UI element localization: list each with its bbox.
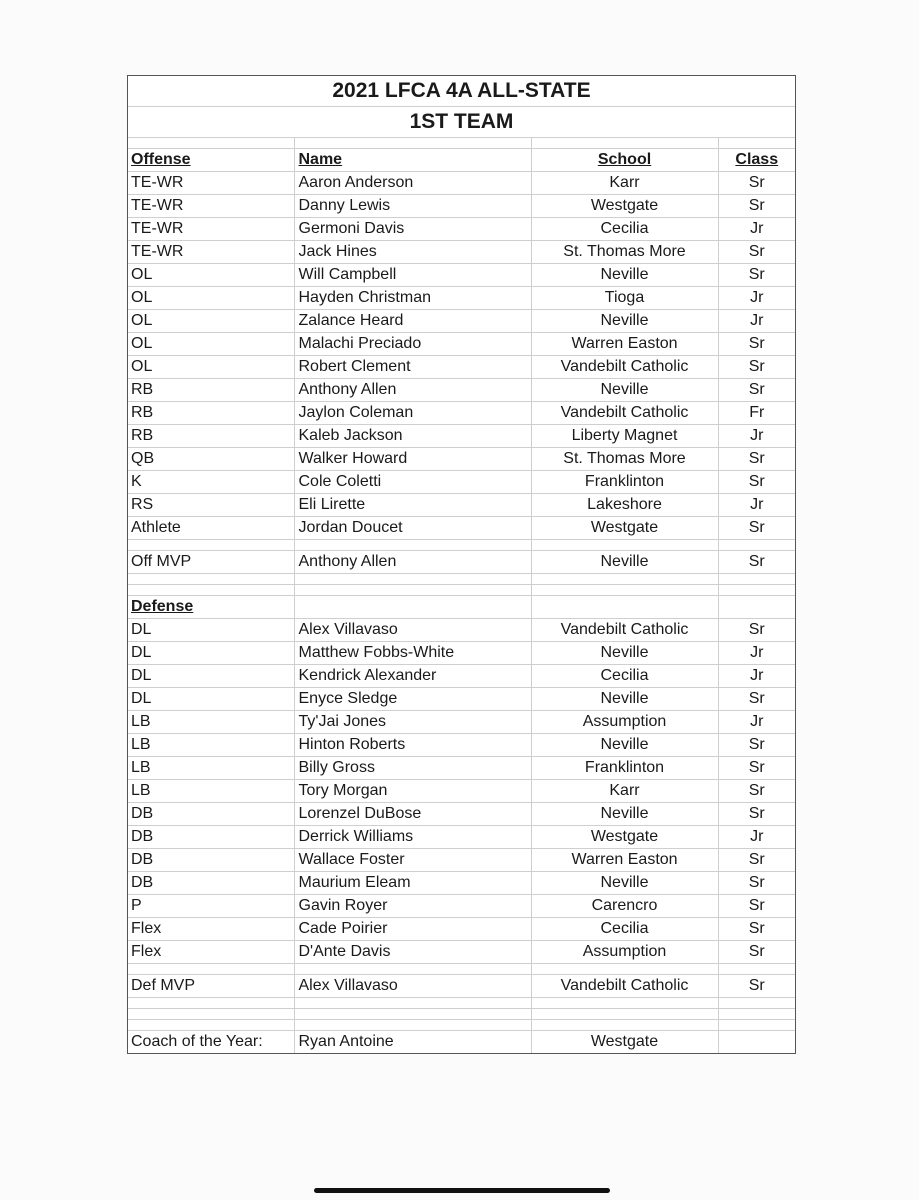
defense-player-row bbox=[128, 665, 795, 688]
class-cell: Sr bbox=[718, 264, 795, 287]
player-name-cell: Gavin Royer bbox=[294, 895, 531, 918]
spacer-row bbox=[128, 1020, 795, 1031]
position-cell: TE-WR bbox=[128, 195, 294, 218]
empty-cell bbox=[531, 1009, 718, 1020]
school-cell: Franklinton bbox=[531, 757, 718, 780]
player-name-cell: Lorenzel DuBose bbox=[294, 803, 531, 826]
position-cell: Def MVP bbox=[128, 975, 294, 998]
player-name-cell: Kendrick Alexander bbox=[294, 665, 531, 688]
school-cell: Westgate bbox=[531, 195, 718, 218]
class-cell: Sr bbox=[718, 872, 795, 895]
class-cell: Jr bbox=[718, 642, 795, 665]
position-cell: DB bbox=[128, 826, 294, 849]
school-cell: Franklinton bbox=[531, 471, 718, 494]
empty-cell bbox=[718, 574, 795, 585]
empty-cell bbox=[531, 574, 718, 585]
position-cell: TE-WR bbox=[128, 241, 294, 264]
school-cell: Neville bbox=[531, 379, 718, 402]
player-name-cell: Ty'Jai Jones bbox=[294, 711, 531, 734]
player-name-cell: Tory Morgan bbox=[294, 780, 531, 803]
player-name-cell: Wallace Foster bbox=[294, 849, 531, 872]
player-name-cell: Zalance Heard bbox=[294, 310, 531, 333]
empty-cell bbox=[128, 585, 294, 596]
empty-cell bbox=[294, 964, 531, 975]
school-cell: Westgate bbox=[531, 826, 718, 849]
class-cell: Sr bbox=[718, 734, 795, 757]
position-cell: LB bbox=[128, 711, 294, 734]
roster-body bbox=[128, 138, 795, 1053]
class-cell: Sr bbox=[718, 379, 795, 402]
school-cell: Neville bbox=[531, 688, 718, 711]
class-column-header: Class bbox=[718, 149, 795, 172]
position-cell: QB bbox=[128, 448, 294, 471]
class-cell: Sr bbox=[718, 780, 795, 803]
empty-cell bbox=[718, 1020, 795, 1031]
player-name-cell: Billy Gross bbox=[294, 757, 531, 780]
offense-player-row bbox=[128, 218, 795, 241]
class-cell: Jr bbox=[718, 310, 795, 333]
player-name-cell: Jack Hines bbox=[294, 241, 531, 264]
empty-cell bbox=[531, 540, 718, 551]
offense-player-row bbox=[128, 448, 795, 471]
school-cell: Warren Easton bbox=[531, 333, 718, 356]
school-cell: Carencro bbox=[531, 895, 718, 918]
class-cell: Jr bbox=[718, 494, 795, 517]
position-cell: DL bbox=[128, 619, 294, 642]
player-name-cell: Alex Villavaso bbox=[294, 975, 531, 998]
defense-player-row bbox=[128, 688, 795, 711]
class-cell: Jr bbox=[718, 665, 795, 688]
position-cell: K bbox=[128, 471, 294, 494]
school-cell: Cecilia bbox=[531, 218, 718, 241]
offense-player-row bbox=[128, 310, 795, 333]
spacer-row bbox=[128, 1009, 795, 1020]
defense-player-row bbox=[128, 780, 795, 803]
player-name-cell: Malachi Preciado bbox=[294, 333, 531, 356]
offense-player-row bbox=[128, 195, 795, 218]
empty-cell bbox=[128, 998, 294, 1009]
class-cell: Jr bbox=[718, 711, 795, 734]
class-cell: Sr bbox=[718, 333, 795, 356]
offense-player-row bbox=[128, 287, 795, 310]
school-cell: Warren Easton bbox=[531, 849, 718, 872]
name-column-header: Name bbox=[294, 149, 531, 172]
school-cell: St. Thomas More bbox=[531, 241, 718, 264]
class-cell: Sr bbox=[718, 551, 795, 574]
player-name-cell: Walker Howard bbox=[294, 448, 531, 471]
offense-player-row bbox=[128, 379, 795, 402]
position-cell: OL bbox=[128, 264, 294, 287]
player-name-cell: D'Ante Davis bbox=[294, 941, 531, 964]
position-cell: DL bbox=[128, 688, 294, 711]
position-cell: DL bbox=[128, 665, 294, 688]
offense-player-row bbox=[128, 172, 795, 195]
defense-heading-row bbox=[128, 596, 795, 619]
position-cell: OL bbox=[128, 287, 294, 310]
position-cell: RB bbox=[128, 402, 294, 425]
empty-cell bbox=[294, 540, 531, 551]
player-name-cell: Jordan Doucet bbox=[294, 517, 531, 540]
class-cell: Sr bbox=[718, 895, 795, 918]
class-cell: Jr bbox=[718, 287, 795, 310]
position-cell: DB bbox=[128, 849, 294, 872]
defense-player-row bbox=[128, 734, 795, 757]
defense-player-row bbox=[128, 757, 795, 780]
class-cell: Sr bbox=[718, 941, 795, 964]
empty-cell bbox=[531, 1020, 718, 1031]
school-cell: Neville bbox=[531, 310, 718, 333]
coach-label: Coach of the Year: bbox=[128, 1031, 294, 1054]
empty-cell bbox=[718, 998, 795, 1009]
position-cell: TE-WR bbox=[128, 172, 294, 195]
class-cell: Sr bbox=[718, 172, 795, 195]
empty-cell bbox=[294, 1009, 531, 1020]
player-name-cell: Kaleb Jackson bbox=[294, 425, 531, 448]
offense-player-row bbox=[128, 494, 795, 517]
school-cell: Vandebilt Catholic bbox=[531, 356, 718, 379]
school-cell: Vandebilt Catholic bbox=[531, 975, 718, 998]
position-cell: P bbox=[128, 895, 294, 918]
defense-player-row bbox=[128, 826, 795, 849]
class-cell: Sr bbox=[718, 688, 795, 711]
position-cell: Off MVP bbox=[128, 551, 294, 574]
school-cell: Vandebilt Catholic bbox=[531, 619, 718, 642]
position-cell: LB bbox=[128, 734, 294, 757]
title-line-1: 2021 LFCA 4A ALL-STATE bbox=[128, 76, 795, 107]
school-cell: Lakeshore bbox=[531, 494, 718, 517]
home-indicator-bar[interactable] bbox=[314, 1188, 610, 1193]
empty-cell bbox=[531, 964, 718, 975]
position-cell: OL bbox=[128, 356, 294, 379]
player-name-cell: Anthony Allen bbox=[294, 379, 531, 402]
class-cell: Sr bbox=[718, 448, 795, 471]
position-cell: LB bbox=[128, 757, 294, 780]
player-name-cell: Aaron Anderson bbox=[294, 172, 531, 195]
position-cell: DB bbox=[128, 803, 294, 826]
empty-cell bbox=[294, 596, 531, 619]
player-name-cell: Cade Poirier bbox=[294, 918, 531, 941]
school-cell: Assumption bbox=[531, 941, 718, 964]
school-cell: Neville bbox=[531, 551, 718, 574]
class-cell: Jr bbox=[718, 826, 795, 849]
class-cell: Sr bbox=[718, 849, 795, 872]
position-cell: Flex bbox=[128, 918, 294, 941]
player-name-cell: Matthew Fobbs-White bbox=[294, 642, 531, 665]
defense-player-row bbox=[128, 895, 795, 918]
offense-player-row bbox=[128, 402, 795, 425]
school-cell: Westgate bbox=[531, 517, 718, 540]
class-cell: Jr bbox=[718, 425, 795, 448]
offense-heading: Offense bbox=[128, 149, 294, 172]
school-cell: Neville bbox=[531, 264, 718, 287]
class-cell: Jr bbox=[718, 218, 795, 241]
empty-cell bbox=[718, 596, 795, 619]
class-cell: Sr bbox=[718, 975, 795, 998]
school-cell: Neville bbox=[531, 734, 718, 757]
defense-player-row bbox=[128, 918, 795, 941]
empty-cell bbox=[718, 1009, 795, 1020]
offense-player-row bbox=[128, 241, 795, 264]
empty-cell bbox=[128, 574, 294, 585]
offense-player-row bbox=[128, 425, 795, 448]
empty-cell bbox=[294, 998, 531, 1009]
position-cell: DB bbox=[128, 872, 294, 895]
empty-cell bbox=[128, 540, 294, 551]
player-name-cell: Jaylon Coleman bbox=[294, 402, 531, 425]
player-name-cell: Eli Lirette bbox=[294, 494, 531, 517]
class-cell: Sr bbox=[718, 471, 795, 494]
empty-cell bbox=[294, 1020, 531, 1031]
position-cell: TE-WR bbox=[128, 218, 294, 241]
position-cell: OL bbox=[128, 310, 294, 333]
school-cell: Liberty Magnet bbox=[531, 425, 718, 448]
empty-cell bbox=[128, 964, 294, 975]
offense-player-row bbox=[128, 356, 795, 379]
position-cell: DL bbox=[128, 642, 294, 665]
defense-player-row bbox=[128, 619, 795, 642]
defense-player-row bbox=[128, 849, 795, 872]
empty-cell bbox=[718, 540, 795, 551]
offense-player-row bbox=[128, 333, 795, 356]
defense-player-row bbox=[128, 872, 795, 895]
defense-player-row bbox=[128, 642, 795, 665]
spacer-row bbox=[128, 574, 795, 585]
empty-cell bbox=[128, 1009, 294, 1020]
school-cell: Karr bbox=[531, 780, 718, 803]
spacer-row bbox=[128, 964, 795, 975]
class-cell: Sr bbox=[718, 757, 795, 780]
player-name-cell: Germoni Davis bbox=[294, 218, 531, 241]
player-name-cell: Danny Lewis bbox=[294, 195, 531, 218]
school-cell: Cecilia bbox=[531, 665, 718, 688]
empty-cell bbox=[718, 1031, 795, 1054]
school-cell: Vandebilt Catholic bbox=[531, 402, 718, 425]
school-cell: Neville bbox=[531, 872, 718, 895]
empty-cell bbox=[128, 1020, 294, 1031]
coach-school-cell: Westgate bbox=[531, 1031, 718, 1054]
school-column-header: School bbox=[531, 149, 718, 172]
empty-cell bbox=[294, 585, 531, 596]
spacer-row bbox=[128, 998, 795, 1009]
position-cell: RB bbox=[128, 379, 294, 402]
coach-of-the-year-row bbox=[128, 1031, 795, 1054]
defense-heading: Defense bbox=[128, 596, 294, 619]
defense-player-row bbox=[128, 803, 795, 826]
empty-cell bbox=[531, 998, 718, 1009]
school-cell: Karr bbox=[531, 172, 718, 195]
player-name-cell: Anthony Allen bbox=[294, 551, 531, 574]
class-cell: Sr bbox=[718, 619, 795, 642]
position-cell: OL bbox=[128, 333, 294, 356]
defense-player-row bbox=[128, 711, 795, 734]
player-name-cell: Alex Villavaso bbox=[294, 619, 531, 642]
position-cell: Athlete bbox=[128, 517, 294, 540]
class-cell: Sr bbox=[718, 517, 795, 540]
school-cell: Tioga bbox=[531, 287, 718, 310]
player-name-cell: Hinton Roberts bbox=[294, 734, 531, 757]
class-cell: Sr bbox=[718, 803, 795, 826]
player-name-cell: Will Campbell bbox=[294, 264, 531, 287]
offense-player-row bbox=[128, 471, 795, 494]
empty-cell bbox=[718, 964, 795, 975]
player-name-cell: Maurium Eleam bbox=[294, 872, 531, 895]
empty-cell bbox=[531, 585, 718, 596]
offense-player-row bbox=[128, 264, 795, 287]
spacer-row bbox=[128, 540, 795, 551]
player-name-cell: Hayden Christman bbox=[294, 287, 531, 310]
defense-mvp-row bbox=[128, 975, 795, 998]
all-state-sheet bbox=[127, 75, 796, 1054]
roster-table bbox=[128, 138, 795, 1053]
empty-cell bbox=[718, 585, 795, 596]
school-cell: Neville bbox=[531, 642, 718, 665]
school-cell: St. Thomas More bbox=[531, 448, 718, 471]
class-cell: Sr bbox=[718, 241, 795, 264]
position-cell: RB bbox=[128, 425, 294, 448]
empty-cell bbox=[294, 574, 531, 585]
position-cell: RS bbox=[128, 494, 294, 517]
position-cell: LB bbox=[128, 780, 294, 803]
spacer-row bbox=[128, 585, 795, 596]
header-row bbox=[128, 149, 795, 172]
school-cell: Cecilia bbox=[531, 918, 718, 941]
position-cell: Flex bbox=[128, 941, 294, 964]
title-line-2: 1ST TEAM bbox=[128, 107, 795, 138]
player-name-cell: Robert Clement bbox=[294, 356, 531, 379]
class-cell: Sr bbox=[718, 195, 795, 218]
defense-player-row bbox=[128, 941, 795, 964]
coach-name-cell: Ryan Antoine bbox=[294, 1031, 531, 1054]
class-cell: Sr bbox=[718, 918, 795, 941]
class-cell: Sr bbox=[718, 356, 795, 379]
offense-player-row bbox=[128, 517, 795, 540]
spacer-row bbox=[128, 138, 795, 149]
player-name-cell: Derrick Williams bbox=[294, 826, 531, 849]
player-name-cell: Cole Coletti bbox=[294, 471, 531, 494]
empty-cell bbox=[531, 596, 718, 619]
player-name-cell: Enyce Sledge bbox=[294, 688, 531, 711]
school-cell: Assumption bbox=[531, 711, 718, 734]
class-cell: Fr bbox=[718, 402, 795, 425]
offense-mvp-row bbox=[128, 551, 795, 574]
school-cell: Neville bbox=[531, 803, 718, 826]
